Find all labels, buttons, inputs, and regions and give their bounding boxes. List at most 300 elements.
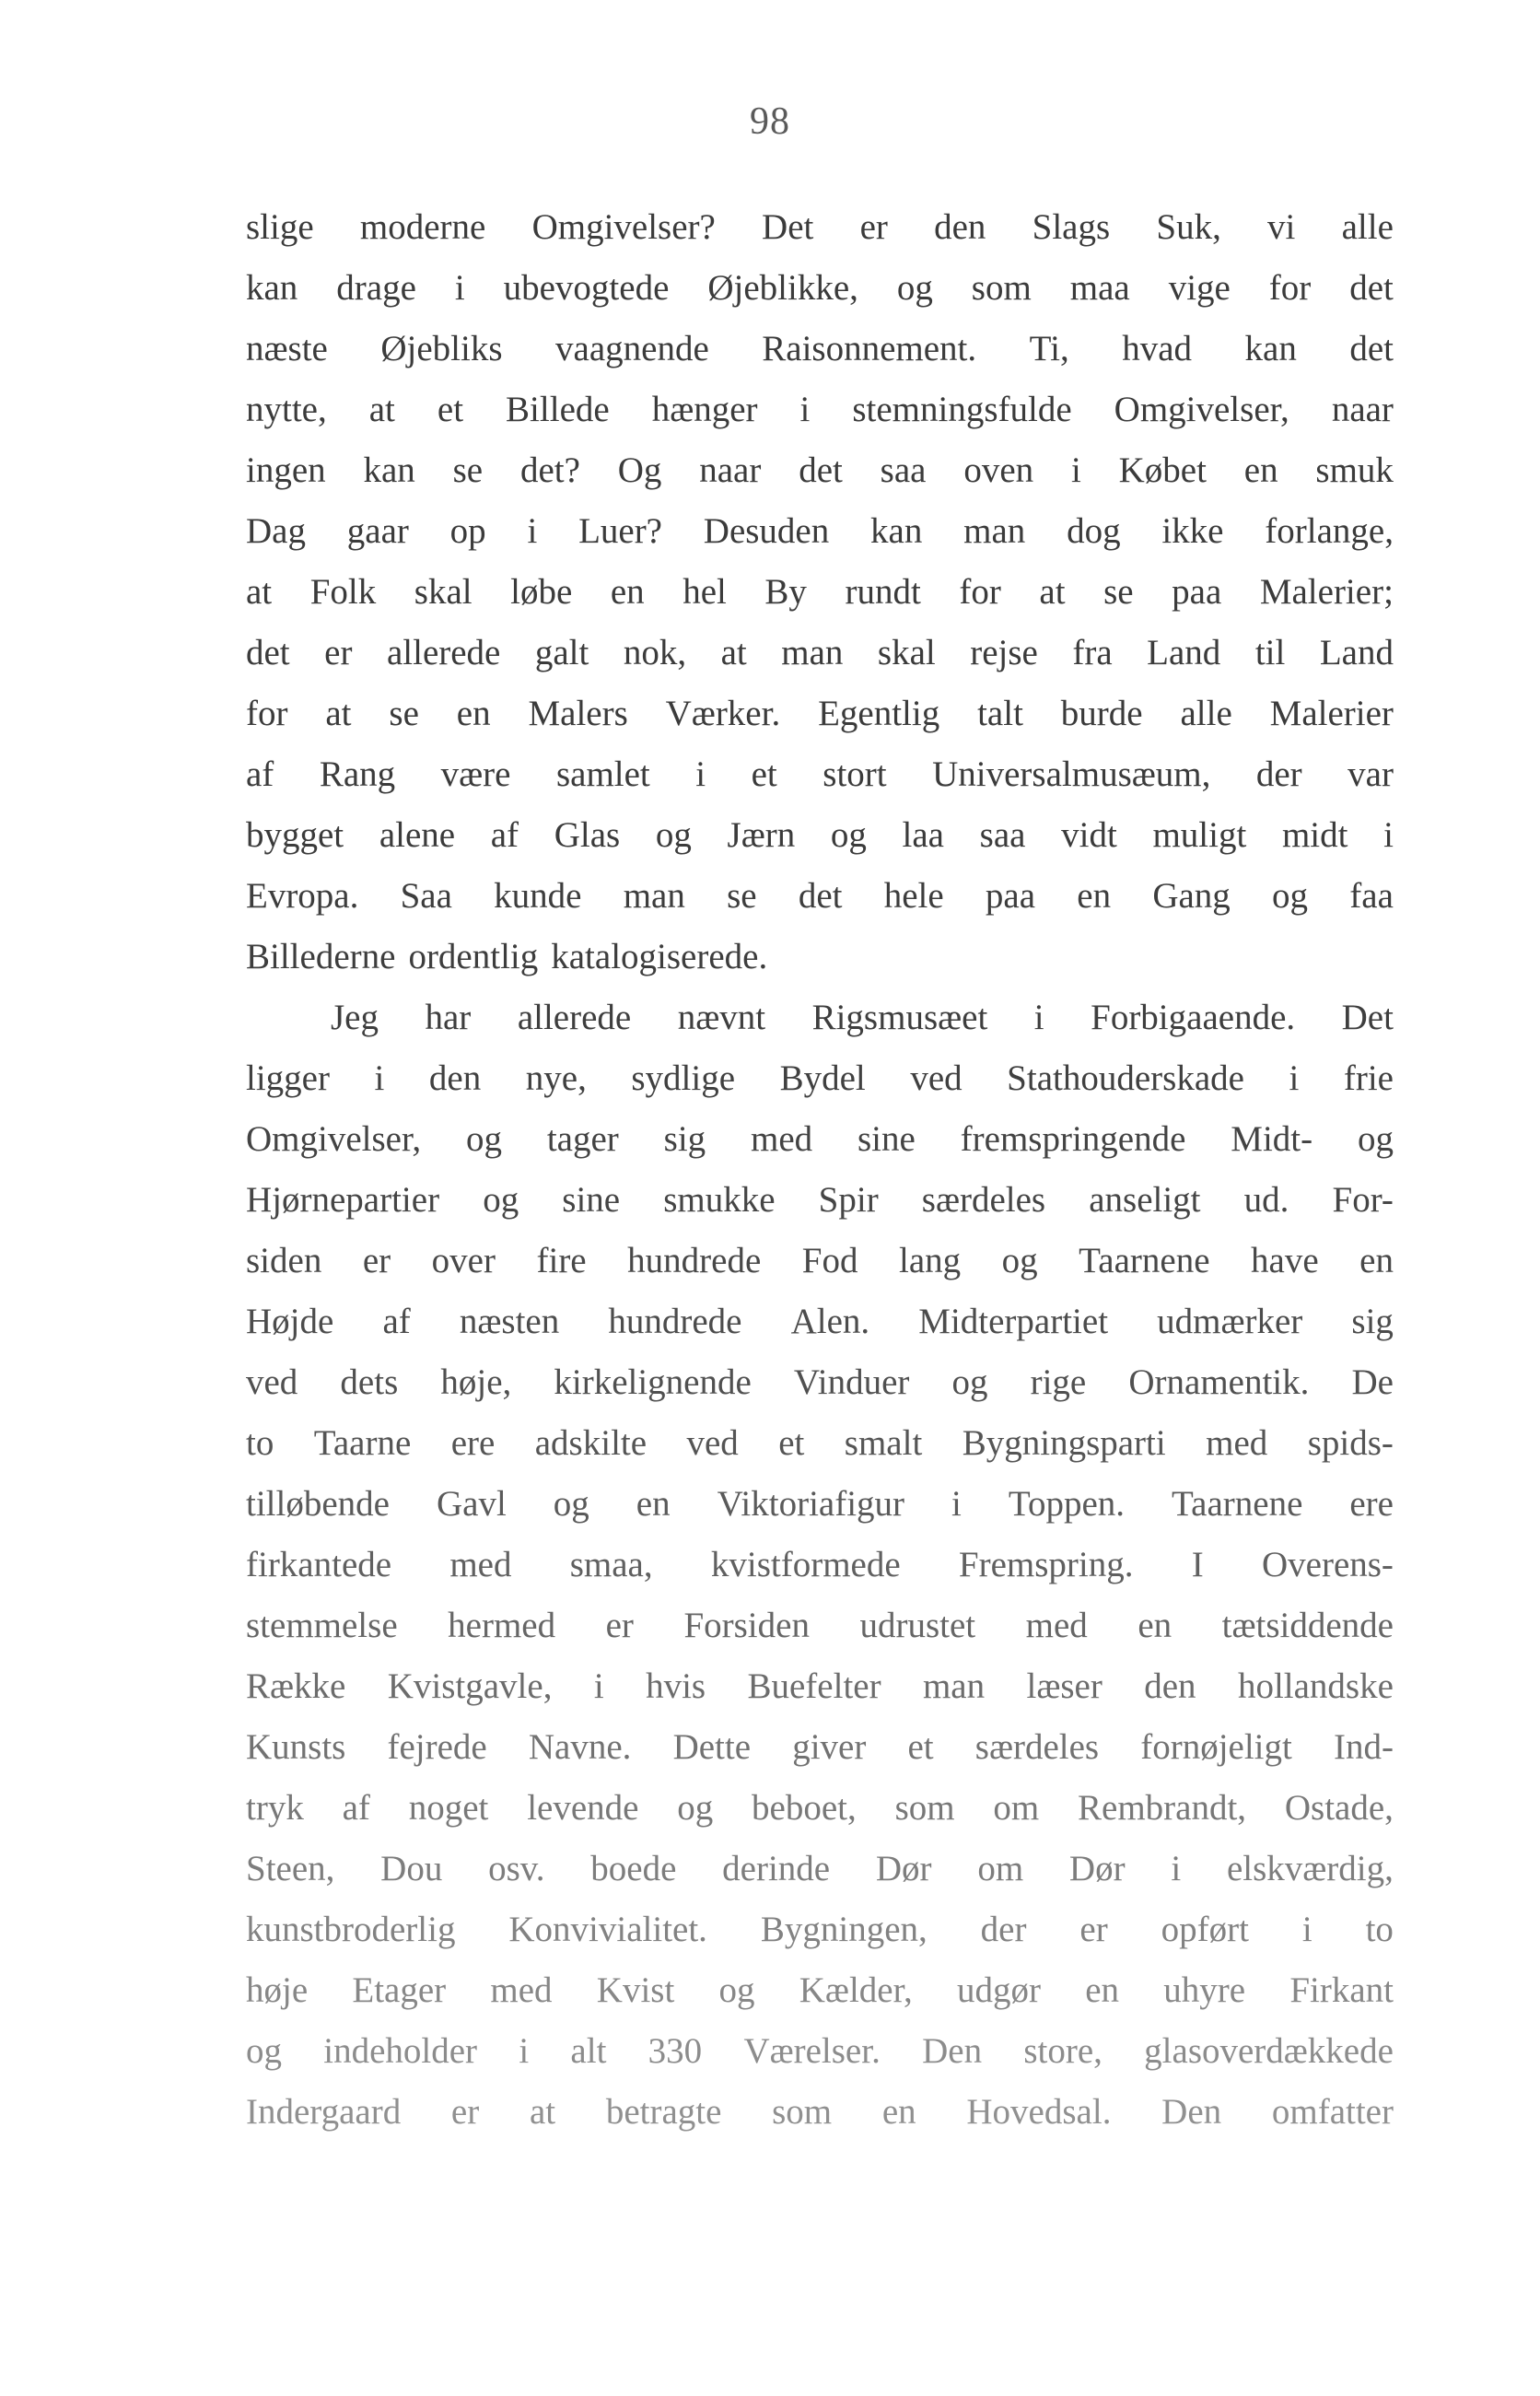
word: med	[449, 1545, 512, 1584]
word: skal	[414, 572, 472, 612]
word: Højde	[246, 1302, 334, 1341]
word: dets	[340, 1362, 399, 1402]
word: et	[778, 1423, 805, 1463]
word: to	[1365, 1910, 1394, 1949]
word: sine	[562, 1180, 621, 1220]
word: By	[764, 572, 807, 612]
word: Folk	[309, 572, 377, 612]
word: Bydel	[779, 1058, 866, 1098]
word: burde	[1060, 694, 1143, 733]
word: Malerier	[1269, 694, 1394, 733]
word: Bygningen,	[760, 1910, 928, 1949]
body-text	[246, 197, 1394, 2143]
word: at	[368, 390, 395, 429]
word: Ind-	[1334, 1727, 1394, 1767]
word: Midt-	[1231, 1119, 1313, 1159]
word: ved	[246, 1362, 298, 1402]
word: Saa	[400, 876, 452, 916]
word: sig	[663, 1119, 706, 1159]
word: hollandske	[1237, 1666, 1394, 1706]
word: Rang	[319, 754, 396, 794]
text-line	[246, 927, 1394, 988]
word: og	[246, 2031, 282, 2071]
word: Værelser.	[743, 2031, 881, 2071]
word: høje,	[440, 1362, 512, 1402]
word: Kælder,	[799, 1970, 913, 2010]
word: paa	[1172, 572, 1222, 612]
word: naar	[1331, 390, 1394, 429]
word: hele	[883, 876, 944, 916]
word: og	[896, 268, 933, 308]
word: Toppen.	[1008, 1484, 1126, 1524]
word: nye,	[525, 1058, 587, 1098]
text-line	[246, 562, 1394, 623]
word: det	[799, 450, 843, 490]
word: spids-	[1307, 1423, 1394, 1463]
word: faa	[1349, 876, 1394, 916]
word: Omgivelser?	[531, 207, 716, 247]
word: oven	[963, 450, 1034, 490]
word: saa	[979, 815, 1026, 855]
word: den	[934, 207, 986, 247]
word: Etager	[352, 1970, 447, 2010]
word: Taarnene	[1172, 1484, 1303, 1524]
word: er	[324, 633, 353, 672]
word: ligger	[246, 1058, 330, 1098]
word: og	[1272, 876, 1309, 916]
word: den	[1144, 1666, 1196, 1706]
word: boede	[590, 1849, 677, 1888]
word: kan	[246, 268, 298, 308]
text-line	[246, 2082, 1394, 2143]
word: Alen.	[790, 1302, 870, 1341]
word: Universalmusæum,	[932, 754, 1211, 794]
word: muligt	[1152, 815, 1247, 855]
word: om	[993, 1788, 1040, 1828]
word: Vinduer	[793, 1362, 910, 1402]
word: Dette	[672, 1727, 752, 1767]
word: Land	[1147, 633, 1221, 672]
word: alt	[570, 2031, 607, 2071]
word: De	[1351, 1362, 1394, 1402]
word: fire	[536, 1241, 587, 1280]
word: katalogiserede.	[551, 937, 768, 976]
word: hundrede	[627, 1241, 762, 1280]
word: elskværdig,	[1226, 1849, 1394, 1888]
text-line	[246, 1474, 1394, 1535]
word: en	[881, 2092, 916, 2132]
word: hel	[682, 572, 727, 612]
word: i	[527, 511, 538, 551]
word: smukke	[663, 1180, 776, 1220]
word: Jærn	[727, 815, 796, 855]
word: Rigsmusæet	[811, 998, 988, 1037]
word: som	[772, 2092, 833, 2132]
text-line	[246, 1292, 1394, 1352]
word: Steen,	[246, 1849, 335, 1888]
word: ikke	[1161, 511, 1224, 551]
word: Omgivelser,	[246, 1119, 422, 1159]
word: derinde	[722, 1849, 831, 1888]
text-line	[246, 1778, 1394, 1839]
word: betragte	[605, 2092, 722, 2132]
word: osv.	[488, 1849, 545, 1888]
word: Dør	[875, 1849, 932, 1888]
word: I	[1191, 1545, 1204, 1584]
word: en	[1359, 1241, 1394, 1280]
word: Navne.	[528, 1727, 632, 1767]
word: Ti,	[1029, 329, 1069, 368]
word: i	[1289, 1058, 1300, 1098]
word: sine	[858, 1119, 916, 1159]
word: moderne	[359, 207, 486, 247]
word: paa	[985, 876, 1036, 916]
word: Buefelter	[747, 1666, 881, 1706]
word: sig	[1351, 1302, 1394, 1341]
text-line	[246, 744, 1394, 805]
word: og	[553, 1484, 589, 1524]
word: næste	[246, 329, 328, 368]
word: smalt	[844, 1423, 923, 1463]
word: Viktoriafigur	[717, 1484, 905, 1524]
word: Hjørnepartier	[246, 1180, 440, 1220]
word: med	[751, 1119, 813, 1159]
word: Hovedsal.	[966, 2092, 1112, 2132]
word: af	[382, 1302, 411, 1341]
word: lang	[898, 1241, 962, 1280]
word: Midterpartiet	[918, 1302, 1109, 1341]
word: en	[610, 572, 645, 612]
word: tager	[546, 1119, 619, 1159]
word: saa	[880, 450, 927, 490]
word: alene	[379, 815, 456, 855]
word: have	[1251, 1241, 1319, 1280]
word: Bygningsparti	[962, 1423, 1166, 1463]
word: hermed	[448, 1606, 556, 1645]
word: i	[695, 754, 706, 794]
word: ubevogtede	[503, 268, 670, 308]
word: det	[1349, 268, 1394, 308]
word: slige	[246, 207, 314, 247]
word: ere	[1349, 1484, 1394, 1524]
word: næsten	[459, 1302, 560, 1341]
word: for	[959, 572, 1001, 612]
word: Omgivelser,	[1114, 390, 1289, 429]
word: Firkant	[1289, 1970, 1394, 2010]
word: et	[437, 390, 464, 429]
word: dog	[1067, 511, 1121, 551]
word: samlet	[555, 754, 650, 794]
word: store,	[1023, 2031, 1102, 2071]
text-line	[246, 2021, 1394, 2082]
word: Kunsts	[246, 1727, 346, 1767]
word: maa	[1069, 268, 1130, 308]
word: nævnt	[677, 998, 766, 1037]
word: op	[449, 511, 486, 551]
text-line	[246, 1535, 1394, 1595]
word: se	[452, 450, 484, 490]
word: særdeles	[921, 1180, 1046, 1220]
word: af	[246, 754, 274, 794]
word: Forbigaaende.	[1091, 998, 1296, 1037]
word: som	[971, 268, 1032, 308]
word: og	[466, 1119, 502, 1159]
word: hvad	[1122, 329, 1193, 368]
word: Desuden	[703, 511, 830, 551]
word: at	[720, 633, 747, 672]
word: Det	[1341, 998, 1394, 1037]
word: stemmelse	[246, 1606, 398, 1645]
word: man	[623, 876, 685, 916]
word: det	[246, 633, 290, 672]
word: Egentlig	[818, 694, 940, 733]
text-line	[246, 1109, 1394, 1170]
word: galt	[534, 633, 589, 672]
word: Øjeblikke,	[707, 268, 858, 308]
word: Suk,	[1156, 207, 1221, 247]
word: er	[605, 1606, 634, 1645]
word: ved	[910, 1058, 962, 1098]
text-line	[246, 684, 1394, 744]
word: man	[922, 1666, 986, 1706]
word: anseligt	[1089, 1180, 1201, 1220]
word: hænger	[651, 390, 758, 429]
word: en	[1077, 876, 1112, 916]
word: er	[1079, 1910, 1108, 1949]
word: Øjebliks	[380, 329, 503, 368]
word: fejrede	[387, 1727, 487, 1767]
word: Række	[246, 1666, 346, 1706]
word: og	[1357, 1119, 1394, 1159]
word: høje	[246, 1970, 309, 2010]
word: og	[951, 1362, 988, 1402]
word: for	[1268, 268, 1312, 308]
word: i	[593, 1666, 604, 1706]
word: Spir	[818, 1180, 879, 1220]
word: af	[342, 1788, 370, 1828]
text-line	[246, 440, 1394, 501]
word: af	[490, 815, 519, 855]
text-line	[246, 1231, 1394, 1292]
word: i	[799, 390, 811, 429]
word: Værker.	[665, 694, 781, 733]
word: giver	[792, 1727, 867, 1767]
word: fremspringende	[960, 1119, 1186, 1159]
word: med	[490, 1970, 553, 2010]
word: nytte,	[246, 390, 327, 429]
word: laa	[902, 815, 944, 855]
word: se	[389, 694, 419, 733]
word: Dør	[1068, 1849, 1126, 1888]
word: Slags	[1032, 207, 1111, 247]
word: der	[980, 1910, 1027, 1949]
word: Ostade,	[1284, 1788, 1394, 1828]
page-number: 98	[750, 100, 790, 143]
word: med	[1206, 1423, 1268, 1463]
word: Billederne	[246, 937, 396, 976]
word: særdeles	[974, 1727, 1100, 1767]
word: udrustet	[859, 1606, 976, 1645]
text-line	[246, 1595, 1394, 1656]
text-line	[246, 1717, 1394, 1778]
word: som	[894, 1788, 955, 1828]
word: er	[362, 1241, 391, 1280]
word: Overens-	[1261, 1545, 1394, 1584]
text-line	[246, 1656, 1394, 1717]
word: man	[963, 511, 1026, 551]
text-line	[246, 1352, 1394, 1413]
text-line	[246, 1170, 1394, 1231]
word: rige	[1030, 1362, 1087, 1402]
word: ved	[686, 1423, 739, 1463]
word: skal	[877, 633, 936, 672]
word: Glas	[554, 815, 621, 855]
word: For-	[1332, 1180, 1394, 1220]
word: læser	[1026, 1666, 1102, 1706]
word: adskilte	[534, 1423, 648, 1463]
word: et	[907, 1727, 934, 1767]
word: alle	[1341, 207, 1394, 247]
word: er	[859, 207, 888, 247]
word: sydlige	[631, 1058, 736, 1098]
word: uhyre	[1163, 1970, 1246, 2010]
word: to	[246, 1423, 274, 1463]
word: fornøjeligt	[1140, 1727, 1292, 1767]
text-line	[246, 866, 1394, 927]
word: smaa,	[569, 1545, 653, 1584]
word: Den	[922, 2031, 983, 2071]
word: tryk	[246, 1788, 304, 1828]
word: Stathouderskade	[1007, 1058, 1244, 1098]
word: stemningsfulde	[852, 390, 1072, 429]
word: fra	[1072, 633, 1113, 672]
text-line	[246, 1839, 1394, 1899]
word: ingen	[246, 450, 326, 490]
word: Det	[762, 207, 814, 247]
word: en	[456, 694, 491, 733]
word: kan	[1244, 329, 1297, 368]
word: bygget	[246, 815, 344, 855]
word: nok,	[623, 633, 687, 672]
word: Gavl	[436, 1484, 507, 1524]
word: Konvivialitet.	[508, 1910, 707, 1949]
word: vi	[1267, 207, 1296, 247]
word: Gang	[1152, 876, 1231, 916]
word: over	[431, 1241, 496, 1280]
text-line	[246, 1048, 1394, 1109]
word: Købet	[1118, 450, 1207, 490]
word: har	[425, 998, 472, 1037]
word: alle	[1180, 694, 1232, 733]
word: for	[246, 694, 288, 733]
word: og	[677, 1788, 714, 1828]
word: i	[1383, 815, 1394, 855]
word: udmærker	[1157, 1302, 1303, 1341]
word: i	[951, 1484, 962, 1524]
word: talt	[977, 694, 1023, 733]
word: glasoverdækkede	[1144, 2031, 1394, 2071]
word: Rembrandt,	[1078, 1788, 1247, 1828]
word: med	[1025, 1606, 1088, 1645]
word: frie	[1343, 1058, 1394, 1098]
word: være	[440, 754, 511, 794]
text-line	[246, 501, 1394, 562]
word: i	[374, 1058, 385, 1098]
word: et	[751, 754, 777, 794]
text-line	[246, 319, 1394, 380]
text-line	[246, 805, 1394, 866]
word: Land	[1319, 633, 1394, 672]
text-line	[246, 988, 1394, 1048]
word: opført	[1161, 1910, 1249, 1949]
word: kan	[870, 511, 923, 551]
word: til	[1254, 633, 1286, 672]
word: hvis	[646, 1666, 706, 1706]
word: i	[1033, 998, 1044, 1037]
word: en	[1138, 1606, 1172, 1645]
word: i	[1070, 450, 1081, 490]
word: og	[483, 1180, 519, 1220]
word: er	[450, 2092, 480, 2132]
text-line	[246, 380, 1394, 440]
word: kirkelignende	[554, 1362, 752, 1402]
word: se	[727, 876, 757, 916]
word: og	[655, 815, 692, 855]
word: Fod	[801, 1241, 858, 1280]
word: der	[1255, 754, 1302, 794]
word: naar	[699, 450, 762, 490]
word: løbe	[510, 572, 573, 612]
word: Indergaard	[246, 2092, 402, 2132]
word: stort	[822, 754, 887, 794]
text-line	[246, 1899, 1394, 1960]
word: Forsiden	[683, 1606, 810, 1645]
word: kunde	[494, 876, 582, 916]
word: ere	[450, 1423, 496, 1463]
word: og	[718, 1970, 755, 2010]
word: noget	[408, 1788, 489, 1828]
word: at	[325, 694, 352, 733]
word: allerede	[517, 998, 632, 1037]
word: Raisonnement.	[762, 329, 977, 368]
word: Og	[617, 450, 662, 490]
text-line	[246, 197, 1394, 258]
word: Billede	[506, 390, 610, 429]
word: det	[798, 876, 843, 916]
word: levende	[527, 1788, 639, 1828]
word: drage	[336, 268, 416, 308]
word: hundrede	[608, 1302, 742, 1341]
word: Luer?	[578, 511, 662, 551]
word: allerede	[386, 633, 501, 672]
word: tilløbende	[246, 1484, 390, 1524]
word: Jeg	[331, 998, 379, 1037]
word: Ornamentik.	[1128, 1362, 1310, 1402]
word: se	[1103, 572, 1134, 612]
word: og	[830, 815, 867, 855]
word: smuk	[1315, 450, 1394, 490]
word: at	[1039, 572, 1066, 612]
word: midt	[1281, 815, 1348, 855]
word: Malerier;	[1259, 572, 1394, 612]
word: vidt	[1061, 815, 1117, 855]
word: det?	[519, 450, 580, 490]
word: ordentlig	[408, 937, 539, 976]
word: vige	[1168, 268, 1231, 308]
word: vaagnende	[555, 329, 709, 368]
word: firkantede	[246, 1545, 392, 1584]
word: udgør	[957, 1970, 1041, 2010]
